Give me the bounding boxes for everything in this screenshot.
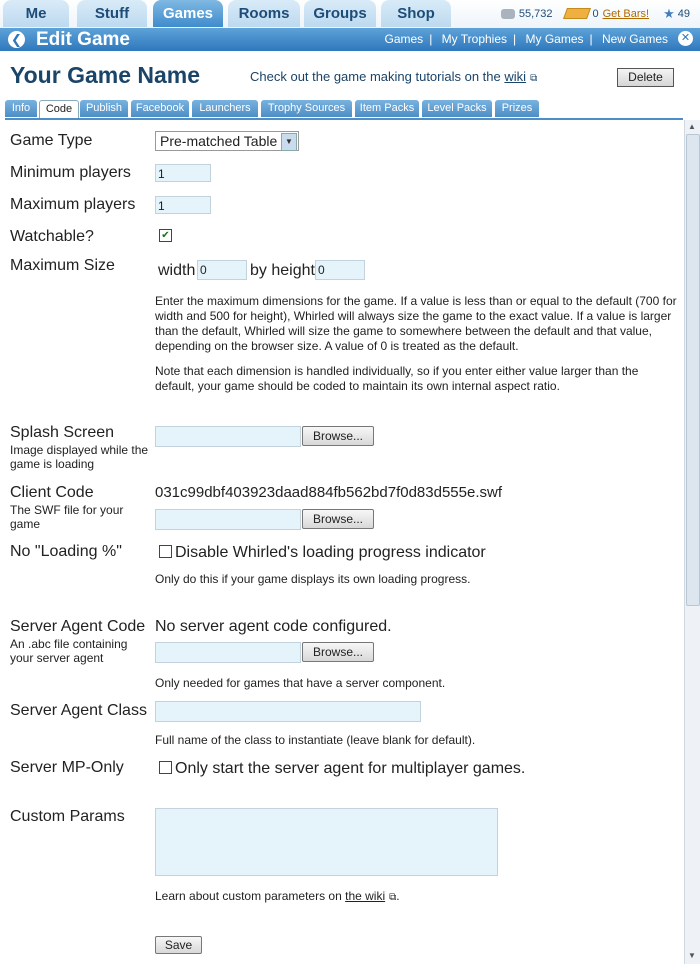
external-link-icon: ⧉ — [530, 73, 538, 84]
link-new-games[interactable]: New Games — [601, 32, 668, 46]
game-type-value: Pre-matched Table — [160, 133, 278, 149]
currency-stats — [501, 0, 690, 27]
custom-params-label: Custom Params — [10, 808, 125, 825]
nav-tab-shop[interactable]: Shop — [381, 0, 451, 27]
width-label: width — [158, 262, 196, 279]
link-my-games[interactable]: My Games — [525, 32, 584, 46]
delete-button[interactable]: Delete — [617, 68, 674, 87]
height-input[interactable]: 0 — [315, 260, 365, 280]
splash-screen-label: Splash Screen — [10, 424, 115, 441]
min-players-label: Minimum players — [10, 164, 131, 181]
coins-count: 55,732 — [518, 7, 553, 20]
client-code-label: Client Code — [10, 484, 94, 501]
tab-trophy-sources[interactable]: Trophy Sources — [261, 100, 352, 117]
height-label: by height — [250, 262, 315, 279]
custom-params-wiki-link[interactable]: the wiki — [345, 889, 386, 903]
server-mp-label: Server MP-Only — [10, 759, 124, 776]
external-link-icon: ⧉ — [389, 892, 397, 903]
tab-facebook[interactable]: Facebook — [131, 100, 189, 117]
bars-count: 0 — [592, 7, 599, 20]
nav-tab-stuff[interactable]: Stuff — [77, 0, 147, 27]
splash-screen-sub: Image displayed while the game is loading — [10, 443, 149, 471]
chevron-down-icon[interactable]: ▼ — [281, 133, 297, 151]
max-players-label: Maximum players — [10, 196, 136, 213]
bars-icon — [562, 8, 590, 19]
max-size-label: Maximum Size — [10, 257, 115, 274]
tab-info[interactable]: Info — [5, 100, 37, 117]
tutorial-label: Check out the game making tutorials on the — [250, 69, 501, 84]
tab-prizes[interactable]: Prizes — [495, 100, 539, 117]
size-note-1: Enter the maximum dimensions for the game. If a value is less than or equal to the default (700 for width and 500 for height), Whirled will always size the game to the exact value. If a value is larger than the default, Whirled will size the game to somewhere between the default and that value, depending on the browser size. A value of 0 is treated as the default. — [155, 294, 677, 353]
min-players-input[interactable]: 1 — [155, 164, 211, 182]
coins-icon — [501, 9, 515, 19]
tutorial-text — [250, 69, 537, 84]
size-note-2: Note that each dimension is handled individually, so if you enter either value larger than the default, your game should be coded to maintain its own internal aspect ratio. — [155, 364, 639, 393]
server-agent-sub: An .abc file containing your server agent — [10, 637, 128, 665]
server-agent-file-input[interactable] — [155, 642, 301, 663]
nav-tab-games[interactable]: Games — [153, 0, 223, 27]
client-file-input[interactable] — [155, 509, 301, 530]
client-code-sub: The SWF file for your game — [10, 503, 124, 531]
width-input[interactable]: 0 — [197, 260, 247, 280]
get-bars-link[interactable]: Get Bars! — [602, 7, 650, 20]
tab-level-packs[interactable]: Level Packs — [422, 100, 492, 117]
nav-tab-groups[interactable]: Groups — [304, 0, 376, 27]
level-star-icon: ★ — [663, 5, 675, 21]
back-arrow-icon[interactable]: ❮ — [8, 31, 25, 48]
save-button[interactable]: Save — [155, 936, 202, 954]
no-loading-checkbox[interactable] — [159, 545, 172, 558]
sub-links: Games | My Trophies | My Games | New Games — [384, 32, 668, 46]
page-title: Edit Game — [36, 29, 130, 50]
tab-item-packs[interactable]: Item Packs — [355, 100, 419, 117]
link-my-trophies[interactable]: My Trophies — [441, 32, 508, 46]
tab-underline — [5, 118, 683, 120]
close-icon[interactable]: ✕ — [678, 31, 693, 46]
tab-code[interactable]: Code — [39, 100, 79, 119]
server-class-label: Server Agent Class — [10, 702, 147, 719]
nav-tab-me[interactable]: Me — [3, 0, 69, 27]
wiki-link[interactable]: wiki — [504, 69, 527, 84]
custom-params-note: Learn about custom parameters on the wiki ⧉. — [155, 889, 400, 903]
nav-tab-rooms[interactable]: Rooms — [228, 0, 300, 27]
client-code-filename: 031c99dbf403923daad884fb562bd7f0d83d555e.swf — [155, 484, 502, 501]
scrollbar-thumb[interactable] — [686, 134, 700, 606]
splash-browse-button[interactable]: Browse... — [302, 426, 374, 446]
watchable-label: Watchable? — [10, 228, 94, 245]
server-class-note: Full name of the class to instantiate (leave blank for default). — [155, 733, 476, 747]
scroll-down-icon[interactable]: ▼ — [688, 951, 696, 960]
no-loading-check-label[interactable]: Disable Whirled's loading progress indicator — [175, 544, 486, 561]
link-games[interactable]: Games — [384, 32, 424, 46]
server-agent-label: Server Agent Code — [10, 618, 146, 635]
title-bar — [0, 28, 700, 51]
game-type-select[interactable] — [155, 131, 299, 151]
game-type-label: Game Type — [10, 132, 93, 149]
max-players-input[interactable]: 1 — [155, 196, 211, 214]
client-browse-button[interactable]: Browse... — [302, 509, 374, 529]
watchable-checkbox[interactable]: ✔ — [159, 229, 172, 242]
server-agent-status: No server agent code configured. — [155, 618, 392, 635]
server-mp-checkbox[interactable] — [159, 761, 172, 774]
server-agent-browse-button[interactable]: Browse... — [302, 642, 374, 662]
server-mp-check-label[interactable]: Only start the server agent for multiplayer games. — [175, 760, 526, 777]
custom-params-note-text: Learn about custom parameters on — [155, 889, 342, 903]
level-count: 49 — [677, 7, 690, 20]
game-name-heading: Your Game Name — [10, 62, 201, 88]
custom-params-textarea[interactable] — [155, 808, 498, 876]
no-loading-note: Only do this if your game displays its own loading progress. — [155, 572, 471, 586]
scroll-up-icon[interactable]: ▲ — [688, 122, 696, 131]
no-loading-label: No "Loading %" — [10, 543, 122, 560]
server-class-input[interactable] — [155, 701, 421, 722]
tab-launchers[interactable]: Launchers — [192, 100, 258, 117]
splash-file-input[interactable] — [155, 426, 301, 447]
tab-publish[interactable]: Publish — [80, 100, 128, 117]
top-nav — [0, 0, 700, 28]
server-agent-note: Only needed for games that have a server component. — [155, 676, 446, 690]
